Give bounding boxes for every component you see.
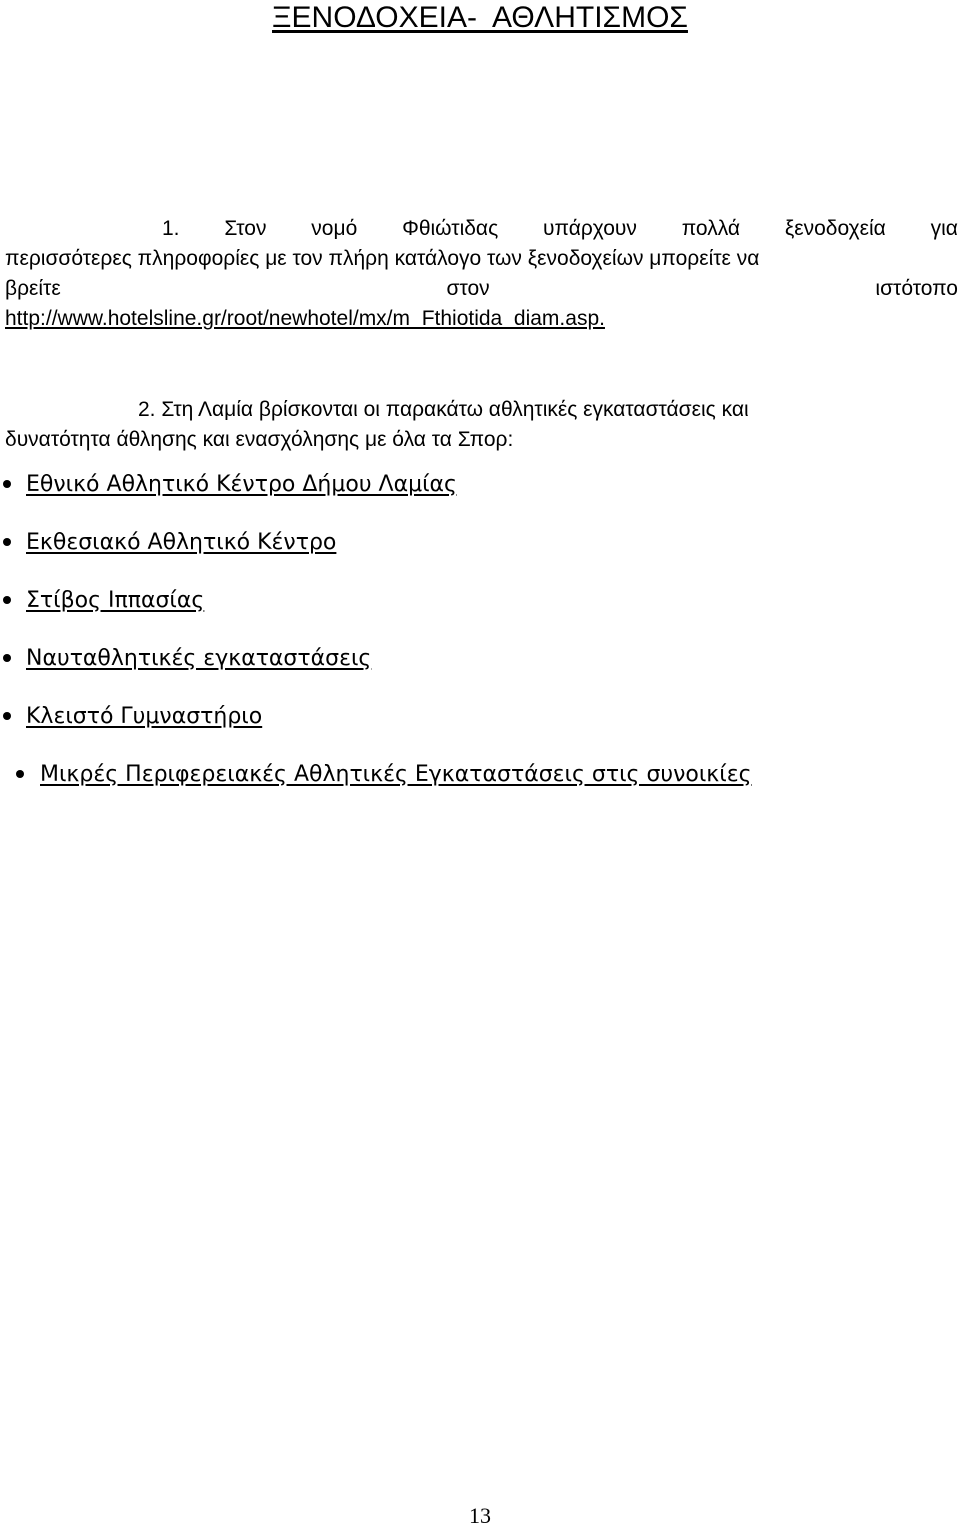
list-item-label: Κλειστό Γυμναστήριο	[26, 703, 263, 729]
word: νομό	[311, 217, 358, 240]
bullet-icon	[3, 538, 11, 546]
hotels-url-link[interactable]: http://www.hotelsline.gr/root/newhotel/mx/m_Fthiotida_diam.asp.	[5, 307, 605, 330]
list-item	[0, 513, 752, 571]
hotels-paragraph-line-3	[5, 274, 958, 304]
bullet-icon	[3, 712, 11, 720]
hotels-paragraph-line-4	[5, 304, 958, 334]
page-title: ΞΕΝΟΔΟΧΕΙΑ- ΑΘΛΗΤΙΣΜΟΣ	[272, 1, 688, 34]
bullet-icon	[3, 480, 11, 488]
bullet-icon	[3, 596, 11, 604]
word: υπάρχουν	[543, 217, 637, 240]
word: 1.	[162, 217, 180, 240]
sports-paragraph-line-1: 2. Στη Λαμία βρίσκονται οι παρακάτω αθλητικές εγκαταστάσεις και	[138, 398, 749, 421]
list-item-label: Εθνικό Αθλητικό Κέντρο Δήμου Λαμίας	[26, 471, 457, 497]
sports-paragraph	[5, 395, 958, 455]
word: ιστότοπο	[875, 277, 958, 300]
word: βρείτε	[5, 277, 61, 300]
sports-paragraph-line-2: δυνατότητα άθλησης και ενασχόλησης με όλα τα Σπορ:	[5, 428, 514, 451]
list-item-label: Μικρές Περιφερειακές Αθλητικές Εγκαταστάσεις στις συνοικίες	[40, 761, 752, 787]
facilities-list	[0, 455, 752, 803]
list-item	[0, 455, 752, 513]
word: ξενοδοχεία	[784, 217, 886, 240]
list-item	[0, 687, 752, 745]
list-item-label: Ναυταθλητικές εγκαταστάσεις	[26, 645, 372, 671]
list-item	[0, 629, 752, 687]
word: πολλά	[681, 217, 741, 240]
hotels-paragraph-line-2	[5, 244, 958, 274]
hotels-paragraph	[5, 214, 958, 334]
word: Φθιώτιδας	[402, 217, 499, 240]
word: Στον	[224, 217, 267, 240]
bullet-icon	[16, 770, 24, 778]
bullet-icon	[3, 654, 11, 662]
list-item	[0, 745, 752, 803]
word: στον	[446, 277, 490, 300]
list-item	[0, 571, 752, 629]
line-text: περισσότερες πληροφορίες με τον πλήρη κατάλογο των ξενοδοχείων μπορείτε να	[5, 247, 760, 270]
page-number: 13	[469, 1503, 491, 1528]
list-item-label: Εκθεσιακό Αθλητικό Κέντρο	[26, 529, 337, 555]
word: για	[930, 217, 958, 240]
hotels-paragraph-line-1	[5, 214, 958, 244]
list-item-label: Στίβος Ιππασίας	[26, 587, 205, 613]
